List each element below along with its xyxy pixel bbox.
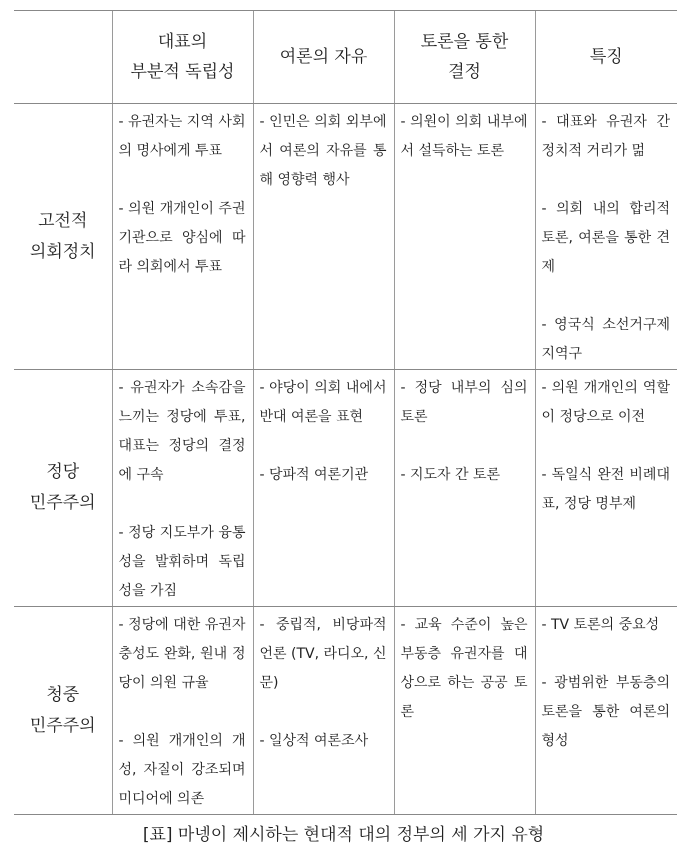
cell-item: - 독일식 완전 비례대표, 정당 명부제: [541, 467, 670, 512]
comparison-table: [14, 10, 677, 815]
header-line: 결정: [448, 62, 481, 82]
cell-item: - 영국식 소선거구제 지역구: [541, 317, 670, 362]
header-line: 부분적 독립성: [130, 62, 235, 82]
row-header: [14, 370, 112, 607]
cell-item: - 의원이 의회 내부에서 설득하는 토론: [400, 114, 528, 159]
table-cell: [535, 370, 677, 607]
cell-item: - 정당 내부의 심의 토론: [400, 380, 528, 425]
cell-item: - 일상적 여론조사: [259, 733, 369, 749]
cell-item: - 교육 수준이 높은 부동층 유권자를 대상으로 하는 공공 토론: [400, 617, 528, 720]
header-cell: [112, 11, 253, 104]
cell-item: - 정당에 대한 유권자 충성도 완화, 원내 정당이 의원 규율: [118, 617, 246, 691]
cell-item: - 중립적, 비당파적 언론 (TV, 라디오, 신문): [259, 617, 387, 691]
cell-item: - 당파적 여론기관: [259, 467, 369, 483]
cell-item: - 정당 지도부가 융통성을 발휘하며 독립성을 가짐: [118, 525, 246, 599]
table-cell: [394, 370, 535, 607]
cell-item: - 의원 개개인이 주권 기관으로 양심에 따라 의회에서 투표: [118, 201, 246, 275]
table-cell: [535, 104, 677, 370]
table-caption: [표] 마넹이 제시하는 현대적 대의 정부의 세 가지 유형: [142, 825, 545, 845]
row-header-line: 청중: [46, 684, 80, 705]
row-header: [14, 104, 112, 370]
table-row: [14, 607, 677, 815]
cell-item: - 유권자는 지역 사회의 명사에게 투표: [118, 114, 246, 159]
row-header-line: 고전적: [38, 210, 88, 231]
cell-item: - 대표와 유권자 간 정치적 거리가 멂: [541, 114, 670, 159]
header-cell: 특징: [535, 11, 677, 104]
row-header-line: 민주주의: [29, 493, 96, 513]
cell-item: - TV 토론의 중요성: [541, 617, 660, 633]
table-cell: [394, 104, 535, 370]
row-header-line: 의회정치: [29, 241, 96, 262]
cell-item: - 광범위한 부동층의 토론을 통한 여론의 형성: [541, 675, 670, 749]
row-header: [14, 607, 112, 815]
row-header-line: 민주주의: [29, 715, 96, 736]
header-cell: 여론의 자유: [253, 11, 394, 104]
table-row: [14, 104, 677, 370]
header-cell: [394, 11, 535, 104]
table-cell: [253, 607, 394, 815]
cell-item: - 의원 개개인의 개성, 자질이 강조되며 미디어에 의존: [118, 733, 246, 807]
table-cell: [253, 104, 394, 370]
row-header-line: 정당: [46, 462, 80, 482]
cell-item: - 의원 개개인의 역할이 정당으로 이전: [541, 380, 670, 425]
table-cell: [112, 104, 253, 370]
table-cell: [112, 370, 253, 607]
table-cell: [112, 607, 253, 815]
header-line: 대표의: [157, 32, 208, 52]
header-cell-empty: [14, 11, 112, 104]
table-cell: [394, 607, 535, 815]
cell-item: - 야당이 의회 내에서 반대 여론을 표현: [259, 380, 387, 425]
cell-item: - 의회 내의 합리적 토론, 여론을 통한 견제: [541, 201, 670, 275]
header-row: [14, 11, 677, 104]
cell-item: - 유권자가 소속감을 느끼는 정당에 투표, 대표는 정당의 결정에 구속: [118, 380, 246, 483]
table-row: [14, 370, 677, 607]
header-line: 토론을 통한: [420, 32, 509, 52]
cell-item: - 지도자 간 토론: [400, 467, 501, 483]
table-cell: [535, 607, 677, 815]
cell-item: - 인민은 의회 외부에서 여론의 자유를 통해 영향력 행사: [259, 114, 387, 188]
table-cell: [253, 370, 394, 607]
